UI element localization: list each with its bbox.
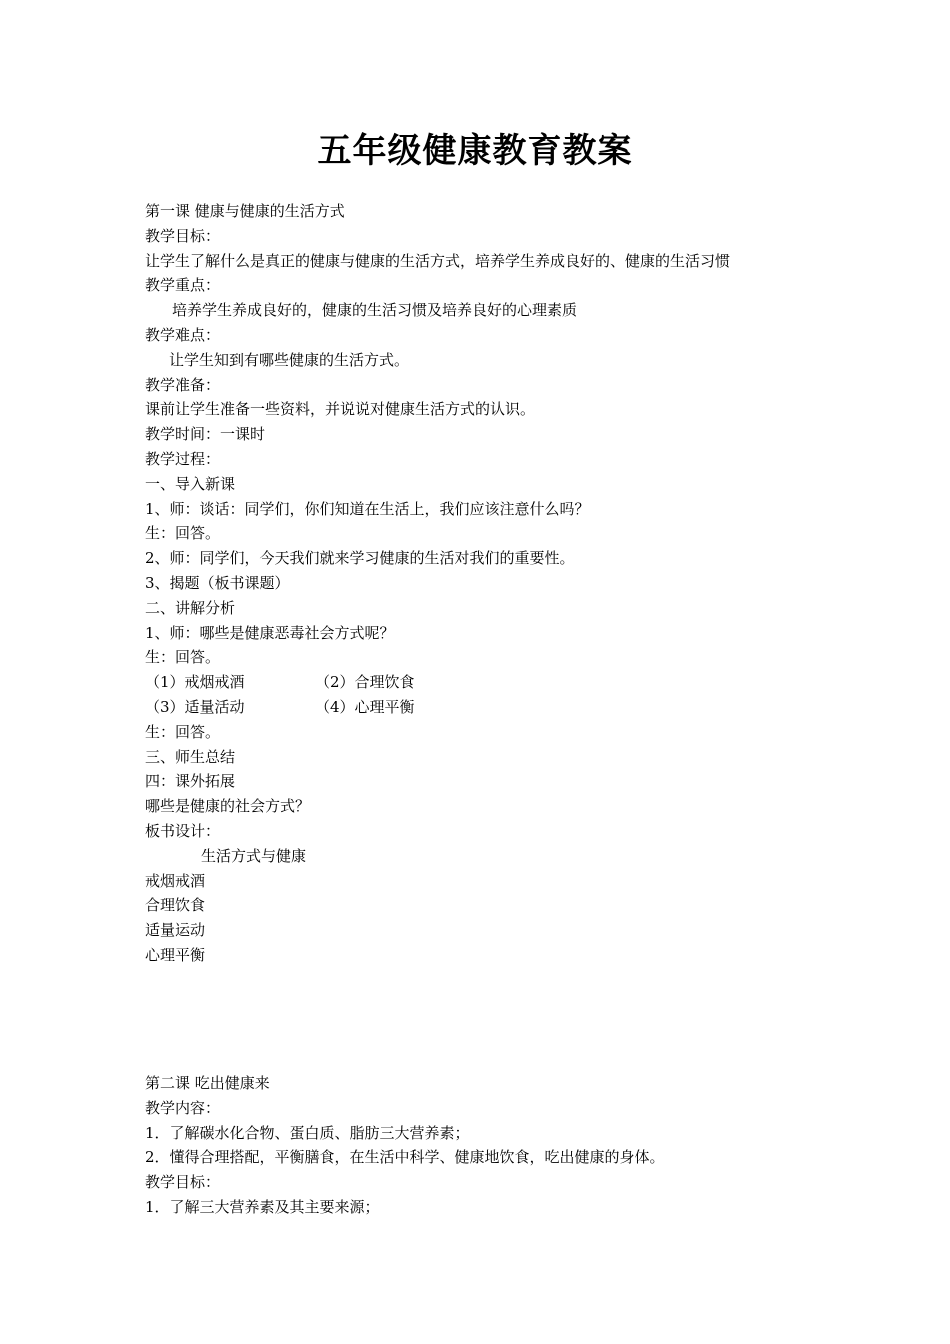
content-item-1: 1．了解碳水化合物、蛋白质、脂肪三大营养素；	[145, 1123, 470, 1142]
board-item: 心理平衡	[145, 945, 206, 964]
board-item: 戒烟戒酒	[145, 871, 206, 890]
lesson-heading: 第二课 吃出健康来	[145, 1074, 270, 1092]
process-label: 教学过程：	[145, 449, 221, 468]
step-3-heading: 三、师生总结	[145, 747, 236, 766]
list-item: （2）合理饮食	[315, 673, 415, 692]
content-item-2: 2．懂得合理搭配，平衡膳食，在生活中科学、健康地饮食，吃出健康的身体。	[145, 1148, 665, 1167]
step-1-item-3: 3、揭题（板书课题）	[145, 573, 290, 592]
difficulty-label: 教学难点：	[145, 325, 221, 344]
student-answer: 生：回答。	[145, 648, 221, 667]
step-4-question: 哪些是健康的社会方式？	[145, 797, 311, 816]
preparation-label: 教学准备：	[145, 375, 221, 394]
teaching-time: 教学时间：一课时	[145, 425, 266, 444]
document-title: 五年级健康教育教案	[317, 131, 633, 171]
step-4-heading: 四：课外拓展	[145, 772, 236, 791]
difficulty-text: 让学生知到有哪些健康的生活方式。	[169, 350, 410, 369]
step-2-item-1: 1、师：哪些是健康恶毒社会方式呢？	[145, 623, 395, 642]
step-1-heading: 一、导入新课	[145, 474, 236, 493]
list-item: （1）戒烟戒酒	[145, 673, 245, 692]
list-item: （4）心理平衡	[315, 697, 415, 716]
student-answer: 生：回答。	[145, 524, 221, 543]
student-answer: 生：回答。	[145, 722, 221, 741]
step-1-item-1: 1、师：谈话：同学们，你们知道在生活上，我们应该注意什么吗？	[145, 499, 590, 518]
board-title: 生活方式与健康	[201, 846, 307, 865]
content-label: 教学内容：	[145, 1098, 221, 1117]
board-design-label: 板书设计：	[145, 821, 221, 840]
list-row	[145, 695, 825, 720]
goal-label: 教学目标：	[145, 1173, 221, 1192]
goal-item-1: 1．了解三大营养素及其主要来源；	[145, 1197, 380, 1216]
lesson-1-section	[145, 199, 825, 968]
board-item: 合理饮食	[145, 896, 206, 915]
step-2-heading: 二、讲解分析	[145, 598, 236, 617]
lesson-2-section	[145, 1071, 825, 1220]
goal-label: 教学目标：	[145, 226, 221, 245]
goal-text: 让学生了解什么是真正的健康与健康的生活方式，培养学生养成良好的、健康的生活习惯	[145, 251, 731, 270]
list-row	[145, 670, 825, 695]
key-point-label: 教学重点：	[145, 276, 221, 295]
key-point-text: 培养学生养成良好的，健康的生活习惯及培养良好的心理素质	[172, 301, 578, 320]
step-1-item-2: 2、师：同学们，今天我们就来学习健康的生活对我们的重要性。	[145, 549, 575, 568]
lesson-heading: 第一课 健康与健康的生活方式	[145, 202, 345, 220]
list-item: （3）适量活动	[145, 697, 245, 716]
board-item: 适量运动	[145, 921, 206, 940]
preparation-text: 课前让学生准备一些资料，并说说对健康生活方式的认识。	[145, 400, 536, 419]
